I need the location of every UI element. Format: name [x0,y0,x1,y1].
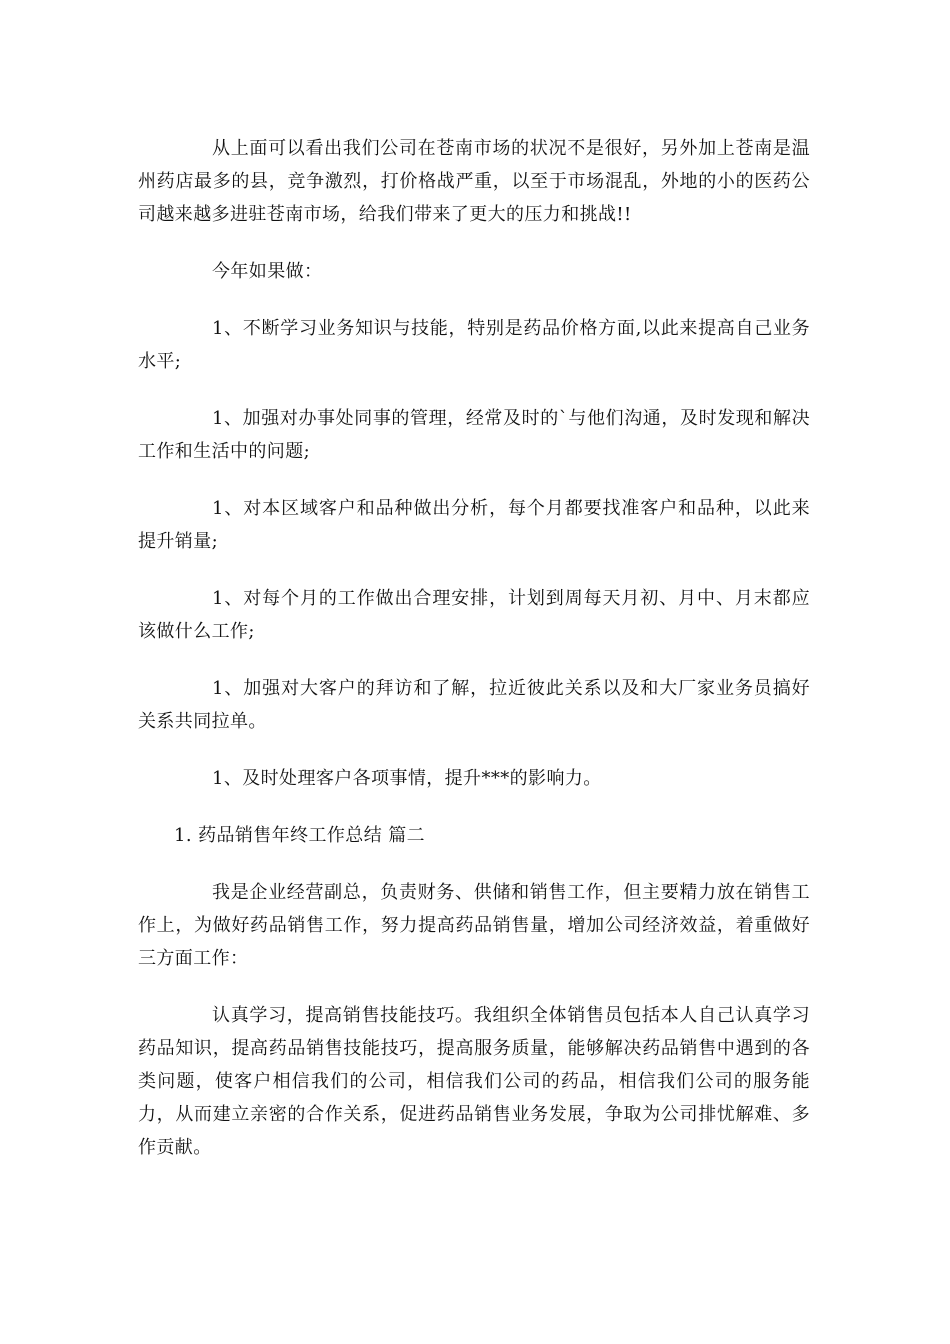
plan-item-management: 1、加强对办事处同事的管理，经常及时的`与他们沟通，及时发现和解决工作和生活中的问题; [138,408,810,462]
section-heading: 1. 药品销售年终工作总结 篇二 [174,825,426,846]
plan-item-client-affairs: 1、及时处理客户各项事情，提升***的影响力。 [212,768,602,789]
paragraph-market-status: 从上面可以看出我们公司在苍南市场的状况不是很好，另外加上苍南是温州药店最多的县，竞争激烈，打价格战严重，以至于市场混乱，外地的小的医药公司越来越多进驻苍南市场，给我们带来了更大的压力和挑战!! [138,138,810,225]
plan-item-key-clients: 1、加强对大客户的拜访和了解，拉近彼此关系以及和大厂家业务员搞好关系共同拉单。 [138,678,810,732]
paragraph-study-skills: 认真学习，提高销售技能技巧。我组织全体销售员包括本人自己认真学习药品知识，提高药品销售技能技巧，提高服务质量，能够解决药品销售中遇到的各类问题，使客户相信我们的公司，相信我们公司的药品，相信我们公司的服务能力，从而建立亲密的合作关系，促进药品销售业务发展，争取为公司排忧解难、多作贡献。 [138,1005,810,1158]
plan-item-study: 1、不断学习业务知识与技能，特别是药品价格方面,以此来提高自己业务水平; [138,318,810,372]
paragraph-role-intro: 我是企业经营副总，负责财务、供储和销售工作，但主要精力放在销售工作上，为做好药品销售工作，努力提高药品销售量，增加公司经济效益，着重做好三方面工作： [138,882,810,969]
paragraph-plan-intro: 今年如果做： [212,261,323,282]
plan-item-analysis: 1、对本区域客户和品种做出分析，每个月都要找准客户和品种，以此来提升销量; [138,498,810,552]
document-body [138,132,810,1188]
plan-item-schedule: 1、对每个月的工作做出合理安排，计划到周每天月初、月中、月末都应该做什么工作; [138,588,810,642]
